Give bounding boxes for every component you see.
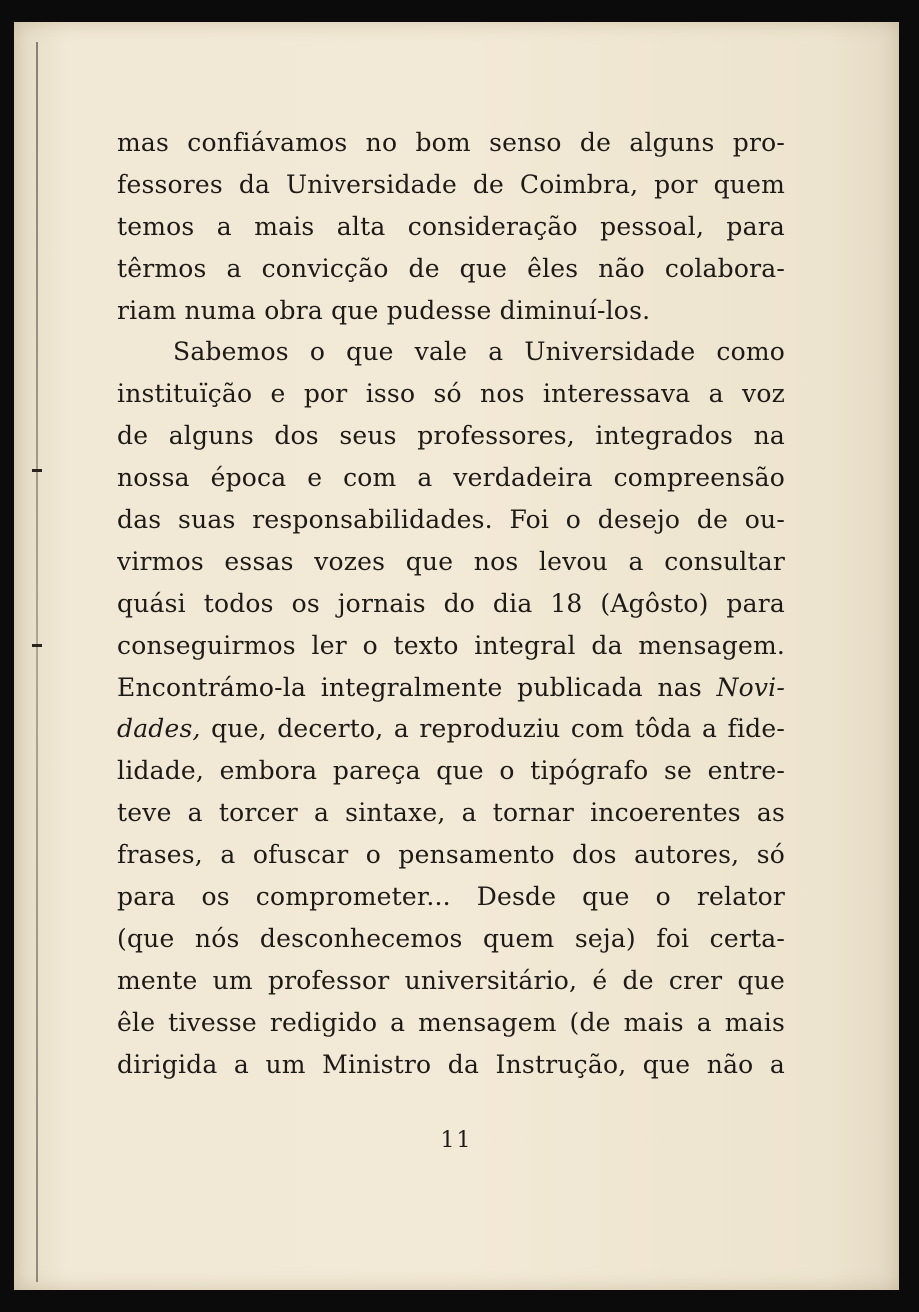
text-line: para os comprometer... Desde que o relator — [117, 882, 785, 912]
text-line: riam numa obra que pudesse diminuí-los. — [117, 295, 651, 325]
text-line — [117, 708, 785, 750]
page-number: 11 — [440, 1128, 473, 1153]
text-line: lidade, embora pareça que o tipógrafo se entre- — [117, 756, 785, 786]
text-line: (que nós desconhecemos quem seja) foi certa- — [117, 923, 785, 953]
italic-text-segment: dades, — [117, 714, 201, 744]
text-line: fessores da Universidade de Coimbra, por quem — [117, 169, 785, 199]
text-line: nossa época e com a verdadeira compreensão — [117, 463, 785, 493]
text-line: êle tivesse redigido a mensagem (de mais a mais — [117, 1007, 785, 1037]
italic-text-segment: Novi- — [716, 672, 785, 702]
binding-stitch-mark — [32, 469, 42, 472]
text-line-paragraph-start: Sabemos o que vale a Universidade como — [173, 337, 785, 367]
text-line: quási todos os jornais do dia 18 (Agôsto) para — [117, 588, 785, 618]
body-text — [117, 122, 785, 1085]
text-line: mas confiávamos no bom senso de alguns pro- — [117, 128, 785, 157]
text-line: das suas responsabilidades. Foi o desejo de ou- — [117, 505, 785, 535]
text-line — [117, 667, 785, 709]
binding-gutter-line — [36, 42, 38, 1282]
text-line: de alguns dos seus professores, integrados na — [117, 421, 785, 451]
text-line: teve a torcer a sintaxe, a tornar incoerentes as — [117, 798, 785, 828]
text-line: têrmos a convicção de que êles não colabora- — [117, 253, 785, 283]
text-line: mente um professor universitário, é de crer que — [117, 965, 785, 995]
text-line: temos a mais alta consideração pessoal, para — [117, 211, 785, 241]
text-segment: que, decerto, a reproduziu com tôda a fide- — [200, 714, 785, 744]
text-line: frases, a ofuscar o pensamento dos autores, só — [117, 840, 785, 870]
text-line: virmos essas vozes que nos levou a consultar — [117, 546, 785, 576]
binding-stitch-mark — [32, 644, 42, 647]
text-line: dirigida a um Ministro da Instrução, que não a — [117, 1049, 785, 1079]
text-segment: Encontrámo-la integralmente publicada nas — [117, 672, 702, 702]
text-line: instituïção e por isso só nos interessava a voz — [117, 379, 785, 409]
text-line: conseguirmos ler o texto integral da mensagem. — [117, 630, 785, 660]
